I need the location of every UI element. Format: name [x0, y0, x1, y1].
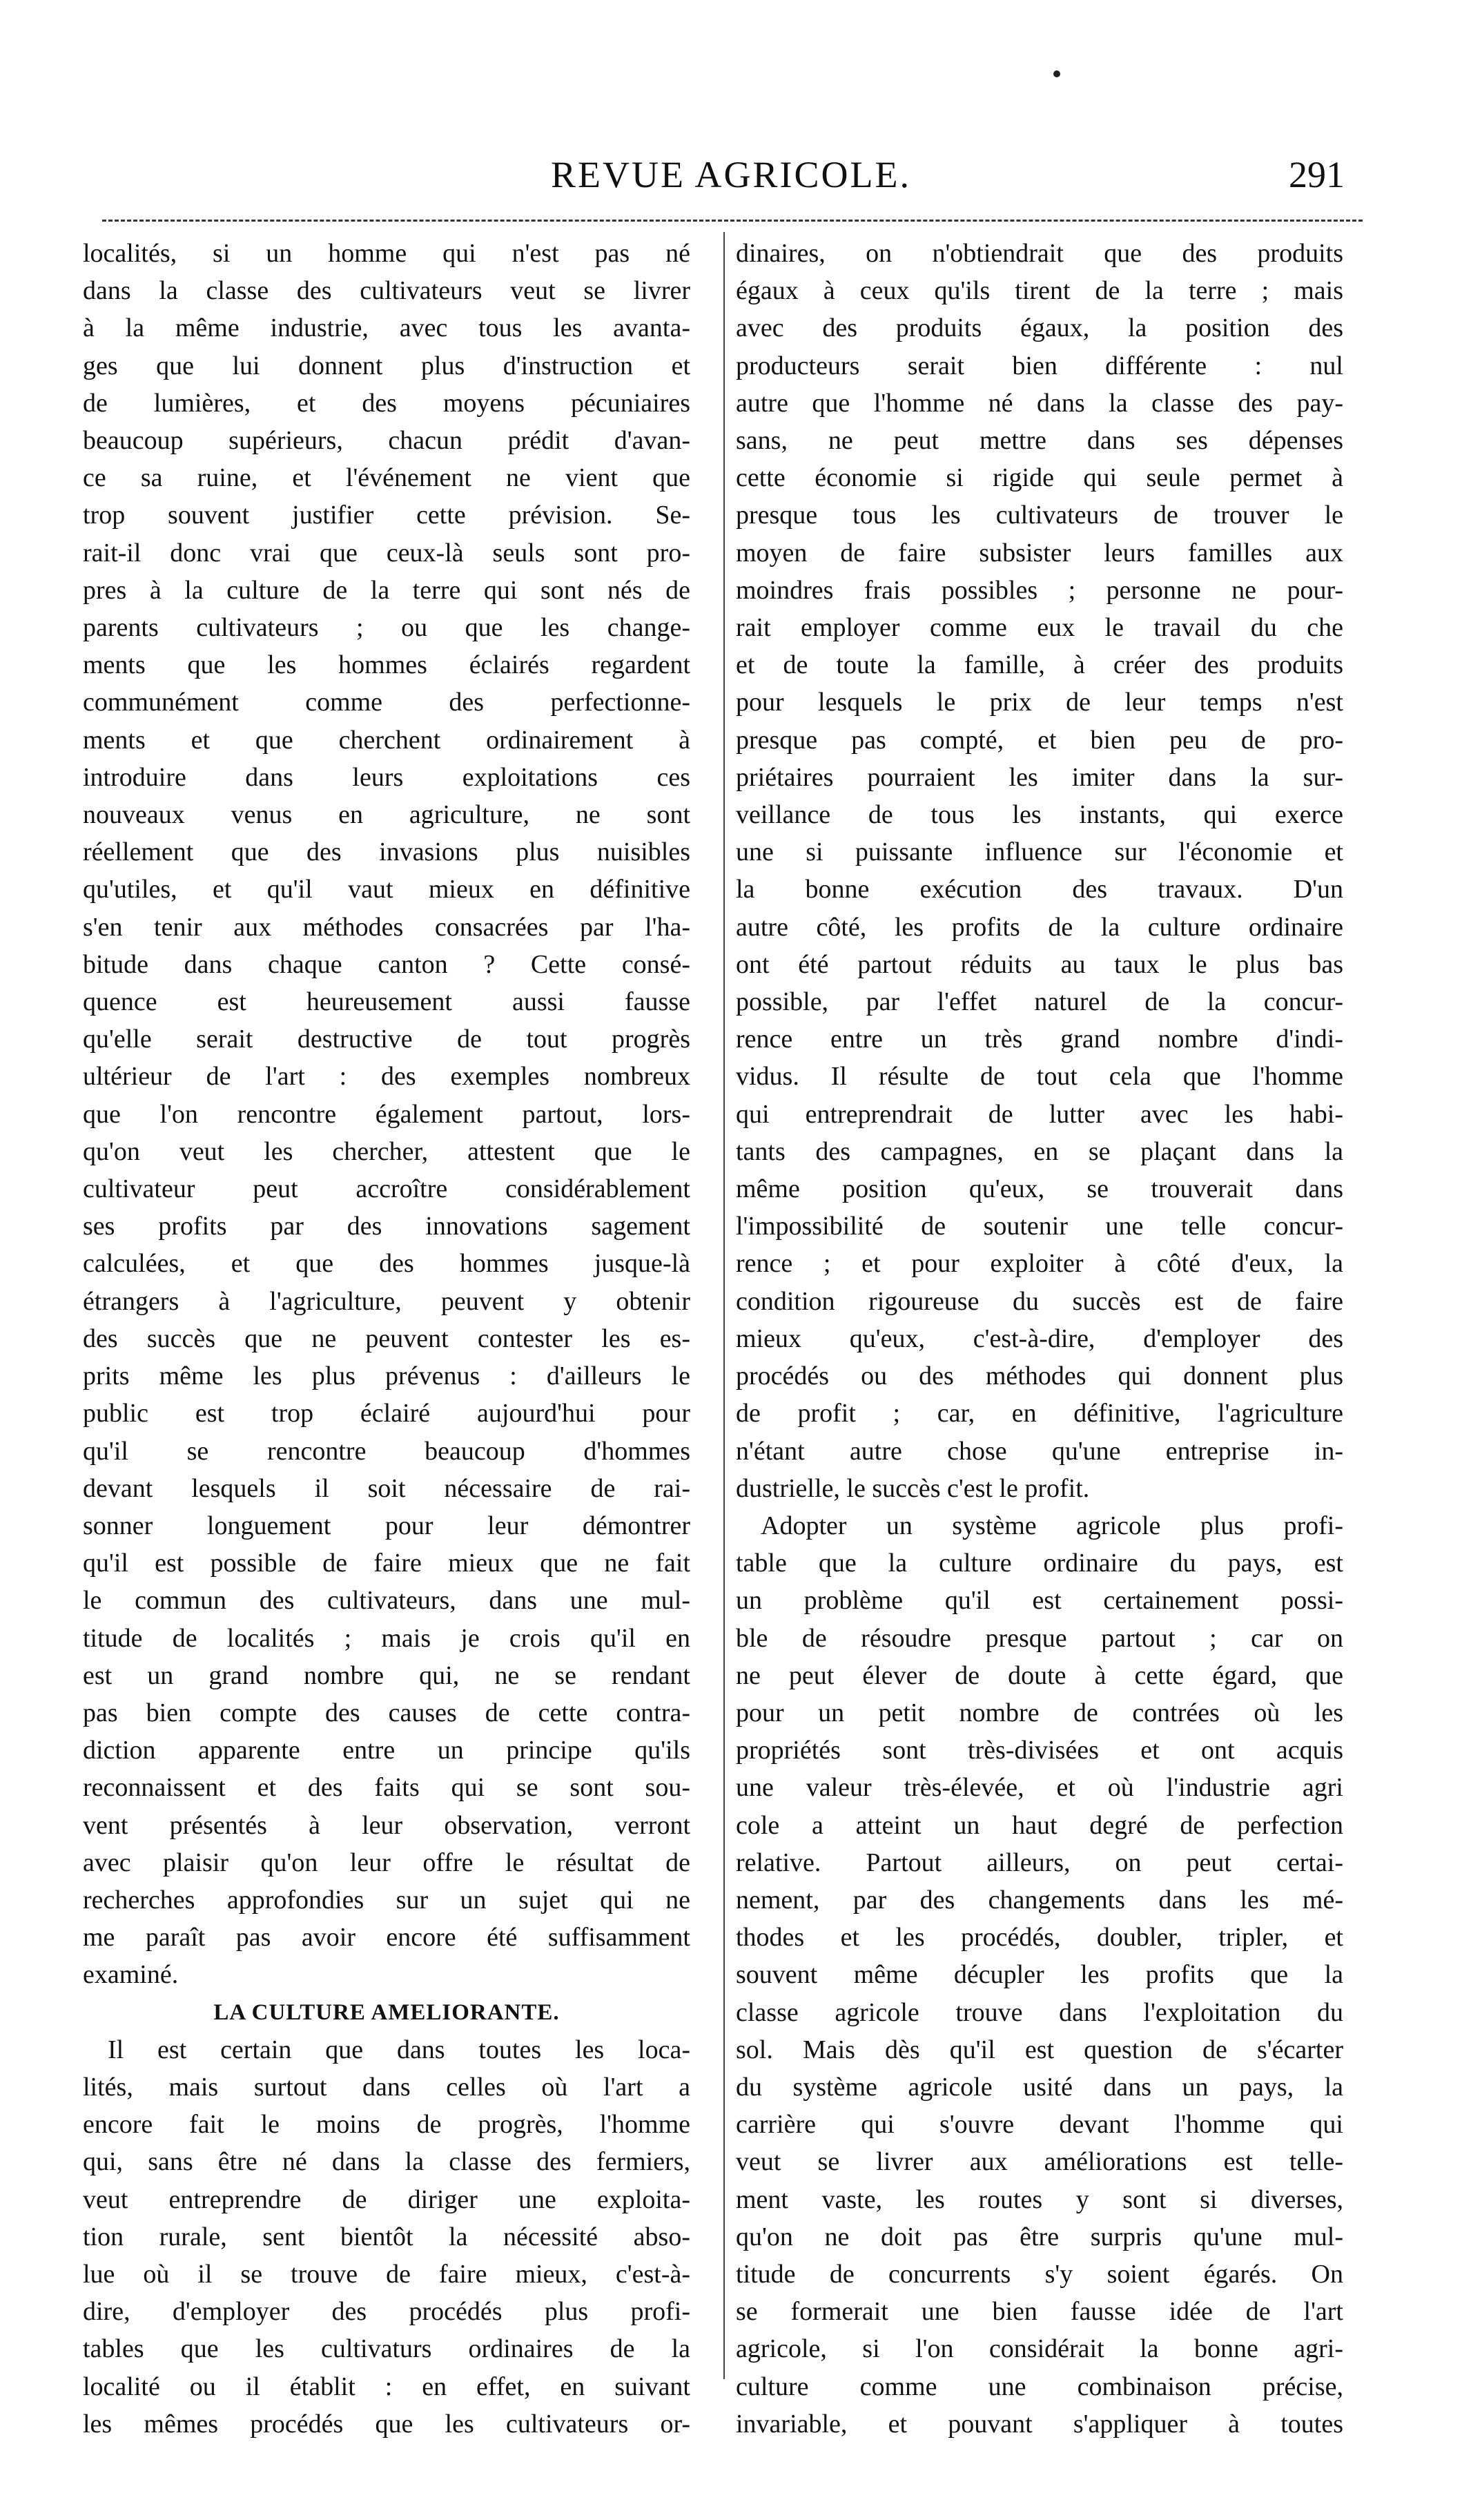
text-line: rait-il donc vrai que ceux-là seuls sont pro-: [83, 538, 690, 568]
text-line: bitude dans chaque canton ? Cette consé-: [83, 949, 690, 979]
text-line: de profit ; car, en définitive, l'agriculture: [736, 1399, 1343, 1428]
text-line: moyen de faire subsister leurs familles aux: [736, 538, 1343, 568]
text-line: devant lesquels il soit nécessaire de rai-: [83, 1473, 690, 1503]
text-line: est un grand nombre qui, ne se rendant: [83, 1660, 690, 1690]
text-line: avec des produits égaux, la position des: [736, 313, 1343, 343]
text-line: mieux qu'eux, c'est-à-dire, d'employer des: [736, 1324, 1343, 1353]
text-line: titude de localités ; mais je crois qu'il en: [83, 1623, 690, 1653]
text-line: la bonne exécution des travaux. D'un: [736, 875, 1343, 904]
text-line: autre côté, les profits de la culture ordinaire: [736, 912, 1343, 942]
text-line: l'impossibilité de soutenir une telle concur-: [736, 1212, 1343, 1241]
text-line: dire, d'employer des procédés plus profi-: [83, 2297, 690, 2327]
text-line: presque pas compté, et bien peu de pro-: [736, 725, 1343, 755]
text-line: ments et que cherchent ordinairement à: [83, 725, 690, 755]
text-line: qu'on ne doit pas être surpris qu'une mul-: [736, 2222, 1343, 2251]
text-line: calculées, et que des hommes jusque-là: [83, 1249, 690, 1279]
text-line: carrière qui s'ouvre devant l'homme qui: [736, 2110, 1343, 2140]
text-line: invariable, et pouvant s'appliquer à toutes: [736, 2409, 1343, 2439]
text-line: qu'on veut les chercher, attestent que le: [83, 1136, 690, 1166]
text-line: ments que les hommes éclairés regardent: [83, 650, 690, 680]
text-line: cole a atteint un haut degré de perfection: [736, 1810, 1343, 1840]
text-line: nement, par des changements dans les mé-: [736, 1885, 1343, 1915]
text-line: quence est heureusement aussi fausse: [83, 987, 690, 1017]
left-column: [83, 235, 690, 2443]
text-line: avec plaisir qu'on leur offre le résultat de: [83, 1848, 690, 1877]
text-line: procédés ou des méthodes qui donnent plus: [736, 1361, 1343, 1391]
text-line: pour lesquels le prix de leur temps n'est: [736, 688, 1343, 717]
text-line: ges que lui donnent plus d'instruction et: [83, 351, 690, 380]
text-line: n'étant autre chose qu'une entreprise in-: [736, 1436, 1343, 1466]
text-line: moindres frais possibles ; personne ne pour-: [736, 575, 1343, 605]
text-line: presque tous les cultivateurs de trouver le: [736, 501, 1343, 530]
text-line: reconnaissent et des faits qui se sont sou-: [83, 1773, 690, 1803]
text-line: dans la classe des cultivateurs veut se livrer: [83, 276, 690, 306]
header-rule: [102, 220, 1363, 222]
text-line: des succès que ne peuvent contester les es-: [83, 1324, 690, 1353]
text-line: relative. Partout ailleurs, on peut certai-: [736, 1848, 1343, 1877]
text-line: rence entre un très grand nombre d'indi-: [736, 1025, 1343, 1054]
text-line: public est trop éclairé aujourd'hui pour: [83, 1399, 690, 1428]
page-number: 291: [1289, 154, 1345, 195]
text-line: qu'il se rencontre beaucoup d'hommes: [83, 1436, 690, 1466]
text-line: s'en tenir aux méthodes consacrées par l'ha-: [83, 912, 690, 942]
text-line: une valeur très-élevée, et où l'industrie agri: [736, 1773, 1343, 1803]
text-line: communément comme des perfectionne-: [83, 688, 690, 717]
text-line: de lumières, et des moyens pécuniaires: [83, 388, 690, 418]
text-line: tables que les cultivaturs ordinaires de la: [83, 2334, 690, 2364]
text-line: tion rurale, sent bientôt la nécessité abso-: [83, 2222, 690, 2251]
text-line: rence ; et pour exploiter à côté d'eux, la: [736, 1249, 1343, 1279]
text-line: encore fait le moins de progrès, l'homme: [83, 2110, 690, 2140]
text-line: les mêmes procédés que les cultivateurs or-: [83, 2409, 690, 2439]
text-line: nouveaux venus en agriculture, ne sont: [83, 800, 690, 830]
text-line: priétaires pourraient les imiter dans la sur-: [736, 762, 1343, 792]
text-line: sonner longuement pour leur démontrer: [83, 1511, 690, 1540]
text-line: du système agricole usité dans un pays, la: [736, 2072, 1343, 2102]
text-line: table que la culture ordinaire du pays, est: [736, 1549, 1343, 1578]
text-line: vidus. Il résulte de tout cela que l'homme: [736, 1062, 1343, 1092]
text-line: le commun des cultivateurs, dans une mul-: [83, 1586, 690, 1616]
right-column: [736, 235, 1343, 2443]
text-line: producteurs serait bien différente : nul: [736, 351, 1343, 380]
text-line: me paraît pas avoir encore été suffisamment: [83, 1923, 690, 1952]
text-line: autre que l'homme né dans la classe des pay-: [736, 388, 1343, 418]
text-line: cette économie si rigide qui seule permet à: [736, 463, 1343, 493]
text-line: Il est certain que dans toutes les loca-: [108, 2035, 690, 2064]
text-line: même position qu'eux, se trouverait dans: [736, 1174, 1343, 1204]
text-line: condition rigoureuse du succès est de faire: [736, 1286, 1343, 1316]
text-line: propriétés sont très-divisées et ont acquis: [736, 1736, 1343, 1765]
text-line: tants des campagnes, en se plaçant dans la: [736, 1136, 1343, 1166]
text-line: pas bien compte des causes de cette contra-: [83, 1698, 690, 1727]
text-line: cultivateur peut accroître considérablement: [83, 1174, 690, 1204]
text-line: prits même les plus prévenus : d'ailleurs le: [83, 1361, 690, 1391]
text-line: ce sa ruine, et l'événement ne vient que: [83, 463, 690, 493]
section-heading: LA CULTURE AMELIORANTE.: [213, 1999, 560, 2025]
text-line: souvent même décupler les profits que la: [736, 1960, 1343, 1990]
text-line: localité ou il établit : en effet, en suivant: [83, 2372, 690, 2401]
text-line: sans, ne peut mettre dans ses dépenses: [736, 426, 1343, 456]
text-line: possible, par l'effet naturel de la concur-: [736, 987, 1343, 1017]
text-line: vent présentés à leur observation, verront: [83, 1810, 690, 1840]
text-line: à la même industrie, avec tous les avanta-: [83, 313, 690, 343]
column-divider: [723, 232, 725, 2379]
text-line: une si puissante influence sur l'économie et: [736, 837, 1343, 867]
text-line: ses profits par des innovations sagement: [83, 1212, 690, 1241]
text-line: examiné.: [83, 1960, 179, 1990]
text-line: titude de concurrents s'y soient égarés. On: [736, 2259, 1343, 2289]
text-line: étrangers à l'agriculture, peuvent y obtenir: [83, 1286, 690, 1316]
text-line: pour un petit nombre de contrées où les: [736, 1698, 1343, 1727]
text-line: un problème qu'il est certainement possi-: [736, 1586, 1343, 1616]
text-line: égaux à ceux qu'ils tirent de la terre ; mais: [736, 276, 1343, 306]
text-line: parents cultivateurs ; ou que les change-: [83, 613, 690, 643]
text-line: thodes et les procédés, doubler, tripler, et: [736, 1923, 1343, 1952]
text-line: qu'utiles, et qu'il vaut mieux en définitive: [83, 875, 690, 904]
text-line: réellement que des invasions plus nuisibles: [83, 837, 690, 867]
text-line: pres à la culture de la terre qui sont nés de: [83, 575, 690, 605]
text-line: beaucoup supérieurs, chacun prédit d'avan-: [83, 426, 690, 456]
text-line: lités, mais surtout dans celles où l'art a: [83, 2072, 690, 2102]
running-head: [0, 151, 1462, 206]
text-line: trop souvent justifier cette prévision. Se-: [83, 501, 690, 530]
stray-ink-dot: [1053, 70, 1060, 77]
text-line: se formerait une bien fausse idée de l'art: [736, 2297, 1343, 2327]
text-line: veut se livrer aux améliorations est telle-: [736, 2147, 1343, 2177]
text-line: rait employer comme eux le travail du che: [736, 613, 1343, 643]
text-line: qui entreprendrait de lutter avec les habi-: [736, 1099, 1343, 1129]
text-line: ont été partout réduits au taux le plus bas: [736, 949, 1343, 979]
text-line: ment vaste, les routes y sont si diverses,: [736, 2184, 1343, 2214]
text-line: recherches approfondies sur un sujet qui ne: [83, 1885, 690, 1915]
text-line: lue où il se trouve de faire mieux, c'est-à-: [83, 2259, 690, 2289]
text-line: Adopter un système agricole plus profi-: [761, 1511, 1343, 1540]
text-line: veillance de tous les instants, qui exerce: [736, 800, 1343, 830]
text-line: veut entreprendre de diriger une exploita-: [83, 2184, 690, 2214]
text-line: localités, si un homme qui n'est pas né: [83, 239, 690, 268]
text-line: classe agricole trouve dans l'exploitation du: [736, 1997, 1343, 2027]
text-line: qui, sans être né dans la classe des fermiers,: [83, 2147, 690, 2177]
text-line: dustrielle, le succès c'est le profit.: [736, 1473, 1090, 1503]
text-line: qu'elle serait destructive de tout progrès: [83, 1025, 690, 1054]
text-line: ble de résoudre presque partout ; car on: [736, 1623, 1343, 1653]
text-line: culture comme une combinaison précise,: [736, 2372, 1343, 2401]
text-line: et de toute la famille, à créer des produits: [736, 650, 1343, 680]
text-line: agricole, si l'on considérait la bonne agri-: [736, 2334, 1343, 2364]
text-line: ne peut élever de doute à cette égard, que: [736, 1660, 1343, 1690]
text-line: ultérieur de l'art : des exemples nombreux: [83, 1062, 690, 1092]
text-line: introduire dans leurs exploitations ces: [83, 762, 690, 792]
text-line: dinaires, on n'obtiendrait que des produits: [736, 239, 1343, 268]
text-line: que l'on rencontre également partout, lors-: [83, 1099, 690, 1129]
running-title: REVUE AGRICOLE.: [551, 154, 911, 195]
text-line: qu'il est possible de faire mieux que ne fait: [83, 1549, 690, 1578]
text-line: diction apparente entre un principe qu'ils: [83, 1736, 690, 1765]
text-line: sol. Mais dès qu'il est question de s'écarter: [736, 2035, 1343, 2064]
